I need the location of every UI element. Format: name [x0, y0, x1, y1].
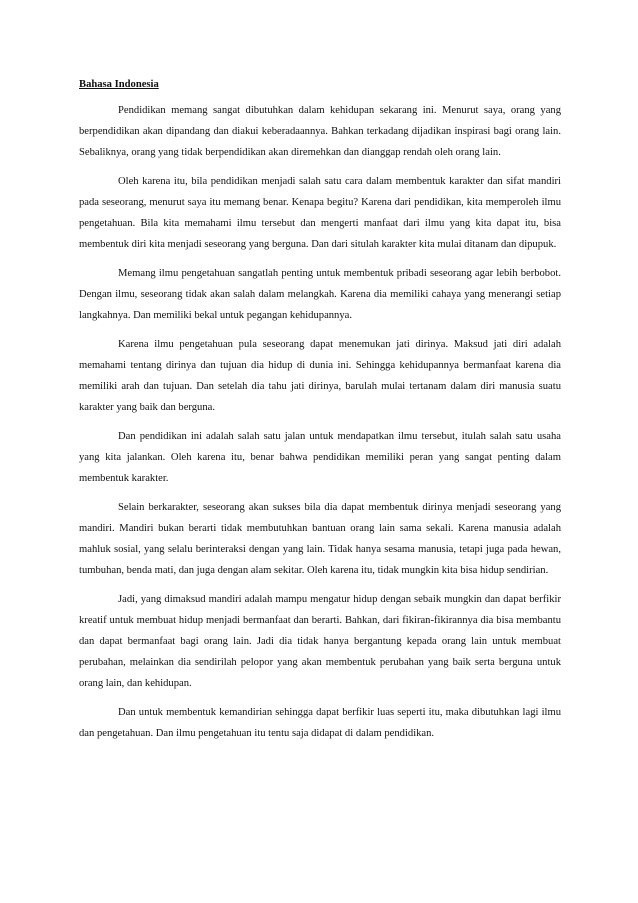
- paragraph-6: Selain berkarakter, seseorang akan sukses bila dia dapat membentuk dirinya menjadi seseorang yang mandiri. Mandiri bukan berarti tidak membutuhkan bantuan orang lain sama sekali. Karena manusia adalah mahluk sosial, yang selalu berinteraksi dengan yang lain. Tidak hanya sesama manusia, tetapi juga pada hewan, tumbuhan, benda mati, dan juga dengan alam sekitar. Oleh karena itu, tidak mungkin kita bisa hidup sendirian.: [79, 502, 561, 576]
- paragraph-2: Oleh karena itu, bila pendidikan menjadi salah satu cara dalam membentuk karakter dan sifat mandiri pada seseorang, menurut saya itu memang benar. Kenapa begitu? Karena dari pendidikan, kita memperoleh ilmu pengetahuan. Bila kita memahami ilmu tersebut dan mengerti manfaat dari ilmu yang kita dapat itu, bisa membentuk diri kita menjadi seseorang yang berguna. Dan dari situlah karakter kita mulai ditanam dan dipupuk.: [79, 176, 561, 250]
- paragraph-5: Dan pendidikan ini adalah salah satu jalan untuk mendapatkan ilmu tersebut, itulah salah satu usaha yang kita jalankan. Oleh karena itu, benar bahwa pendidikan memiliki peran yang sangat penting dalam membentuk karakter.: [79, 431, 561, 484]
- document-title: Bahasa Indonesia: [79, 79, 159, 90]
- paragraph-1: Pendidikan memang sangat dibutuhkan dalam kehidupan sekarang ini. Menurut saya, orang yang berpendidikan akan dipandang dan diakui keberadaannya. Bahkan terkadang dijadikan inspirasi bagi orang lain. Sebaliknya, orang yang tidak berpendidikan akan diremehkan dan dianggap rendah oleh orang lain.: [79, 105, 561, 158]
- paragraph-4: Karena ilmu pengetahuan pula seseorang dapat menemukan jati dirinya. Maksud jati diri adalah memahami tentang dirinya dan tujuan dia hidup di dunia ini. Sehingga kehidupannya bermanfaat karena dia memiliki arah dan tujuan. Dan setelah dia tahu jati dirinya, barulah mulai tertanam dalam diri manusia suatu karakter yang baik dan berguna.: [79, 339, 561, 413]
- paragraph-3: Memang ilmu pengetahuan sangatlah penting untuk membentuk pribadi seseorang agar lebih berbobot. Dengan ilmu, seseorang tidak akan salah dalam melangkah. Karena dia memiliki cahaya yang menerangi setiap langkahnya. Dan memiliki bekal untuk pegangan kehidupannya.: [79, 268, 561, 321]
- paragraph-8: Dan untuk membentuk kemandirian sehingga dapat berfikir luas seperti itu, maka dibutuhkan lagi ilmu dan pengetahuan. Dan ilmu pengetahuan itu tentu saja didapat di dalam pendidikan.: [79, 707, 561, 739]
- paragraph-7: Jadi, yang dimaksud mandiri adalah mampu mengatur hidup dengan sebaik mungkin dan dapat berfikir kreatif untuk membuat hidup menjadi bermanfaat dan berarti. Bahkan, dari fikiran-fikirannya dia bisa membantu dan dapat bermanfaat bagi orang lain. Jadi dia tidak hanya bergantung kepada orang lain untuk membuat perubahan, melainkan dia sendirilah pelopor yang akan membentuk perubahan yang baik serta berguna untuk orang lain, dan kehidupan.: [79, 594, 561, 689]
- document-page: [79, 78, 561, 752]
